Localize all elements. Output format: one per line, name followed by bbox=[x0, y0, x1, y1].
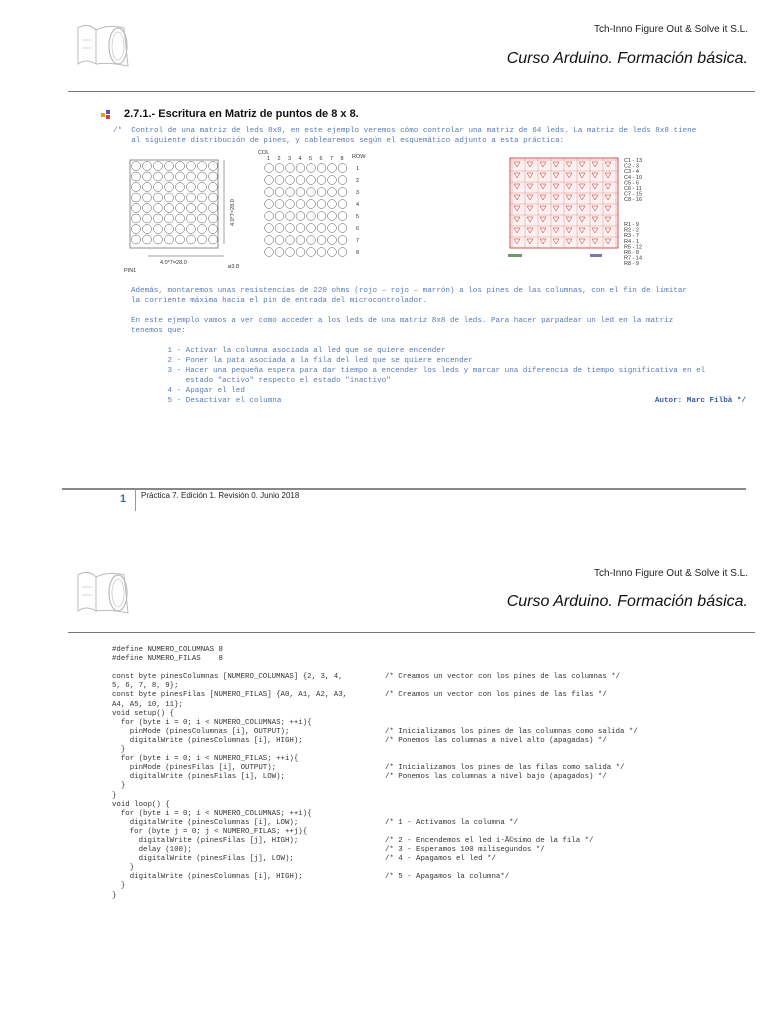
led-dot bbox=[286, 248, 295, 257]
led-dot bbox=[275, 164, 284, 173]
led-dot bbox=[154, 172, 163, 181]
led-dot bbox=[165, 193, 174, 202]
column-number: 8 bbox=[340, 156, 344, 162]
led-dot bbox=[132, 225, 141, 234]
company-logo bbox=[74, 567, 150, 619]
led-dot bbox=[132, 204, 141, 213]
led-dot bbox=[198, 183, 207, 192]
led-dot bbox=[307, 176, 316, 185]
led-dot bbox=[143, 214, 152, 223]
led-dot bbox=[296, 188, 305, 197]
led-dot bbox=[198, 204, 207, 213]
company-name: Tch-Inno Figure Out & Solve it S.L. bbox=[594, 568, 748, 579]
company-name: Tch-Inno Figure Out & Solve it S.L. bbox=[594, 24, 748, 35]
led-dot bbox=[143, 204, 152, 213]
company-logo bbox=[74, 20, 150, 72]
led-dot bbox=[165, 172, 174, 181]
row-number: 2 bbox=[356, 178, 360, 184]
led-dot bbox=[198, 172, 207, 181]
led-dot bbox=[275, 188, 284, 197]
led-dot bbox=[176, 235, 185, 244]
led-dot bbox=[132, 214, 141, 223]
led-dot bbox=[265, 212, 274, 221]
led-dot bbox=[307, 224, 316, 233]
led-dot bbox=[338, 176, 347, 185]
section-title: 2.7.1.- Escritura en Matriz de puntos de 8 x 8. bbox=[124, 108, 359, 120]
led-dot bbox=[338, 164, 347, 173]
led-dot bbox=[338, 248, 347, 257]
schematic-row-label: R6 - 8 bbox=[624, 250, 639, 256]
led-dot bbox=[275, 248, 284, 257]
schematic-col-label: C4 - 10 bbox=[624, 174, 643, 181]
led-dot bbox=[209, 183, 218, 192]
led-dot bbox=[143, 183, 152, 192]
led-dot bbox=[286, 212, 295, 221]
led-dot bbox=[187, 214, 196, 223]
schematic-row-label: R4 - 1 bbox=[624, 238, 639, 245]
led-dot bbox=[198, 214, 207, 223]
led-matrix-front-view bbox=[130, 160, 218, 248]
section-bullet-icon bbox=[100, 108, 112, 120]
led-dot bbox=[154, 204, 163, 213]
led-dot bbox=[154, 162, 163, 171]
row-number: 5 bbox=[356, 214, 360, 220]
header-divider bbox=[68, 632, 755, 633]
footer-divider bbox=[62, 488, 746, 490]
author-line: Autor: Marc Filbà */ bbox=[654, 397, 746, 405]
led-dot bbox=[198, 193, 207, 202]
led-dot bbox=[265, 236, 274, 245]
led-dot bbox=[265, 248, 274, 257]
row-number: 8 bbox=[356, 250, 360, 256]
row-number: 1 bbox=[356, 166, 360, 172]
led-dot bbox=[328, 164, 337, 173]
led-dot bbox=[209, 225, 218, 234]
led-dot bbox=[265, 188, 274, 197]
diameter-label: ø3.8 bbox=[228, 264, 240, 270]
led-dot bbox=[132, 162, 141, 171]
led-dot bbox=[286, 164, 295, 173]
led-dot bbox=[317, 248, 326, 257]
led-dot bbox=[187, 162, 196, 171]
led-dot bbox=[328, 176, 337, 185]
explanation-comment: Además, montaremos unas resistencias de 220 ohms (rojo – rojo – marrón) a los pines de las columnas, con el fin de limitar la corriente máxima hacia el pin de entrada del microcontrolador. En este ejemplo vamos a ver como acceder a los leds de una matriz 8x8 de leds. Para hacer parpadear un led en la matriz tenemos que: 1 - Activar la columna asociada al led que se quiere encender 2 - Poner la pata asociada a la fila del led que se quiere encender 3 - Hacer una pequeña espera para dar tiempo a encender los leds y marcar una diferencia de tiempo significativa en el estado "activo" respecto el estado "inactivo" 4 - Apagar el led 5 - Desactivar el columna bbox=[131, 287, 706, 405]
led-matrix-pinout-figure bbox=[256, 148, 376, 260]
led-dot bbox=[187, 193, 196, 202]
row-number: 7 bbox=[356, 238, 360, 244]
led-dot bbox=[296, 200, 305, 209]
led-dot bbox=[143, 235, 152, 244]
led-dot bbox=[338, 200, 347, 209]
schematic-col-label: C7 - 15 bbox=[624, 191, 643, 198]
page-number: 1 bbox=[120, 493, 127, 505]
led-dot bbox=[176, 225, 185, 234]
column-number: 1 bbox=[267, 156, 271, 162]
led-dot bbox=[132, 193, 141, 202]
arduino-code-comments: /* Creamos un vector con los pines de las columnas */ /* Creamos un vector con los pines de las filas */ /* Inicializamos los pines de las columnas como salida */ /* Ponemos las columnas a nivel alto (apagadas) */ /* Inicializamos los pines de las filas como salida */ /* Ponemos las columnas a nivel bajo (apagados) */ /* 1 - Activamos la columna */ /* 2 - Encendemos el led i-Ã©simo de la fila */ /* 3 - Esperamos 100 milisegundos */ /* 4 - Apagamos el led */ /* 5 - Apagamos la columna*/ bbox=[385, 673, 638, 882]
schematic-row-label: R3 - 7 bbox=[624, 233, 639, 240]
led-dot bbox=[143, 172, 152, 181]
led-dot bbox=[275, 200, 284, 209]
led-dot bbox=[143, 225, 152, 234]
schematic-row-label: R2 - 2 bbox=[624, 227, 639, 234]
led-dot bbox=[296, 176, 305, 185]
course-title: Curso Arduino. Formación básica. bbox=[506, 593, 748, 610]
led-dot bbox=[328, 188, 337, 197]
course-title: Curso Arduino. Formación básica. bbox=[506, 50, 748, 67]
led-matrix-grid bbox=[265, 164, 347, 257]
column-number: 6 bbox=[319, 156, 323, 162]
led-dot bbox=[165, 225, 174, 234]
led-dot bbox=[317, 176, 326, 185]
led-dot bbox=[154, 214, 163, 223]
schematic-row-label: R1 - 9 bbox=[624, 222, 639, 228]
led-dot bbox=[317, 212, 326, 221]
led-dot bbox=[154, 235, 163, 244]
vertical-dimension-label: 4.0*7=28.0 bbox=[230, 199, 236, 226]
led-dot bbox=[275, 212, 284, 221]
schematic-row-label: R7 - 14 bbox=[624, 255, 643, 262]
led-dot bbox=[317, 164, 326, 173]
row-numbers bbox=[356, 166, 359, 256]
led-dot bbox=[338, 188, 347, 197]
led-dot bbox=[338, 212, 347, 221]
column-number: 5 bbox=[309, 156, 313, 162]
led-dot bbox=[154, 225, 163, 234]
led-dot bbox=[307, 200, 316, 209]
led-dot bbox=[165, 162, 174, 171]
led-dot bbox=[275, 236, 284, 245]
schematic-col-label: C3 - 4 bbox=[624, 169, 639, 176]
schematic-col-label: C6 - 11 bbox=[624, 186, 642, 192]
led-dot bbox=[132, 172, 141, 181]
led-dot bbox=[296, 248, 305, 257]
row-number: 6 bbox=[356, 226, 360, 232]
schematic-col-label: C8 - 16 bbox=[624, 197, 643, 204]
row-label: ROW bbox=[352, 154, 366, 160]
led-dot bbox=[265, 164, 274, 173]
led-dot bbox=[275, 224, 284, 233]
led-dot bbox=[286, 176, 295, 185]
led-dot bbox=[307, 236, 316, 245]
led-dot bbox=[176, 162, 185, 171]
led-dot bbox=[176, 172, 185, 181]
led-dot bbox=[265, 200, 274, 209]
led-dot bbox=[286, 200, 295, 209]
pin1-label: PIN1 bbox=[124, 268, 137, 274]
led-dot bbox=[265, 224, 274, 233]
led-dot bbox=[176, 214, 185, 223]
led-dot bbox=[209, 193, 218, 202]
led-dot bbox=[143, 162, 152, 171]
led-dot bbox=[132, 235, 141, 244]
led-dot bbox=[265, 176, 274, 185]
led-dot bbox=[317, 224, 326, 233]
led-dot bbox=[328, 212, 337, 221]
column-numbers bbox=[267, 156, 344, 162]
column-number: 4 bbox=[298, 156, 302, 162]
led-dot bbox=[317, 200, 326, 209]
led-dot bbox=[317, 188, 326, 197]
led-dot bbox=[132, 183, 141, 192]
led-dot bbox=[286, 224, 295, 233]
header-divider bbox=[68, 91, 755, 92]
led-dot bbox=[154, 193, 163, 202]
led-dot bbox=[338, 224, 347, 233]
led-dot bbox=[296, 236, 305, 245]
led-dot bbox=[165, 214, 174, 223]
led-dot bbox=[328, 248, 337, 257]
led-dot bbox=[187, 172, 196, 181]
led-dot bbox=[275, 176, 284, 185]
schematic-pin-labels bbox=[624, 158, 642, 267]
led-dot bbox=[209, 162, 218, 171]
led-dot bbox=[296, 224, 305, 233]
led-dot bbox=[209, 204, 218, 213]
led-dot bbox=[154, 183, 163, 192]
intro-comment: /* Control de una matriz de leds 8x8, en este ejemplo veremos cómo controlar una matriz de 64 leds. La matriz de leds 8x8 tiene al siguiente distribución de pines, y cablearemos según el esquemático adjunto a esta práctica: bbox=[113, 127, 697, 145]
led-dot bbox=[198, 235, 207, 244]
col-label: COL bbox=[258, 150, 270, 156]
schematic-col-label: C5 - 6 bbox=[624, 180, 639, 187]
led-matrix-schematic bbox=[498, 150, 680, 268]
led-dot bbox=[198, 225, 207, 234]
led-dot bbox=[307, 212, 316, 221]
led-dot bbox=[187, 204, 196, 213]
led-dot bbox=[296, 164, 305, 173]
led-dot bbox=[187, 225, 196, 234]
led-dot bbox=[209, 235, 218, 244]
column-number: 3 bbox=[288, 156, 292, 162]
column-number: 2 bbox=[277, 156, 281, 162]
led-dot bbox=[176, 204, 185, 213]
led-dot bbox=[209, 214, 218, 223]
horizontal-dimension-label: 4.0*7=28.0 bbox=[160, 260, 187, 266]
arduino-code: #define NUMERO_COLUMNAS 8 #define NUMERO_FILAS 8 const byte pinesColumnas [NUMERO_COLUMNAS] {2, 3, 4, 5, 6, 7, 8, 9}; const byte pinesFilas [NUMERO_FILAS] {A0, A1, A2, A3, A4, A5, 10, 11}; void setup() { for (byte i = 0; i < NUMERO_COLUMNAS; ++i){ pinMode (pinesColumnas [i], OUTPUT); digitalWrite (pinesColumnas [i], HIGH); } for (byte i = 0; i < NUMERO_FILAS; ++i){ pinMode (pinesFilas [i], OUTPUT); digitalWrite (pinesFilas [i], LOW); } } void loop() { for (byte i = 0; i < NUMERO_COLUMNAS; ++i){ digitalWrite (pinesColumnas [i], LOW); for (byte j = 0; j < NUMERO_FILAS; ++j){ digitalWrite (pinesFilas [j], HIGH); delay (100); digitalWrite (pinesFilas [j], LOW); } digitalWrite (pinesColumnas [i], HIGH); } } bbox=[112, 646, 348, 900]
led-dot bbox=[296, 212, 305, 221]
led-dot bbox=[165, 183, 174, 192]
led-dot bbox=[176, 183, 185, 192]
led-dot bbox=[307, 188, 316, 197]
footer-separator bbox=[135, 489, 136, 511]
led-dot bbox=[328, 224, 337, 233]
led-dot bbox=[307, 248, 316, 257]
schematic-row-label: R8 - 9 bbox=[624, 261, 639, 268]
led-dot bbox=[338, 236, 347, 245]
led-dot bbox=[317, 236, 326, 245]
column-number: 7 bbox=[330, 156, 334, 162]
led-dot bbox=[165, 204, 174, 213]
row-number: 3 bbox=[356, 190, 360, 196]
led-dot bbox=[209, 172, 218, 181]
led-dot bbox=[187, 183, 196, 192]
led-dot bbox=[328, 200, 337, 209]
led-dot bbox=[143, 193, 152, 202]
schematic-row-label: R5 - 12 bbox=[624, 244, 643, 251]
led-dot bbox=[328, 236, 337, 245]
schematic-col-label: C2 - 3 bbox=[624, 163, 639, 170]
led-dot bbox=[176, 193, 185, 202]
led-dot bbox=[198, 162, 207, 171]
row-number: 4 bbox=[356, 202, 360, 208]
led-dot bbox=[286, 188, 295, 197]
footer-text: Práctica 7. Edición 1. Revisión 0. Junio 2018 bbox=[141, 491, 300, 500]
schematic-col-label: C1 - 13 bbox=[624, 158, 643, 164]
led-dot bbox=[307, 164, 316, 173]
led-dot bbox=[286, 236, 295, 245]
led-dot bbox=[187, 235, 196, 244]
led-dot bbox=[165, 235, 174, 244]
